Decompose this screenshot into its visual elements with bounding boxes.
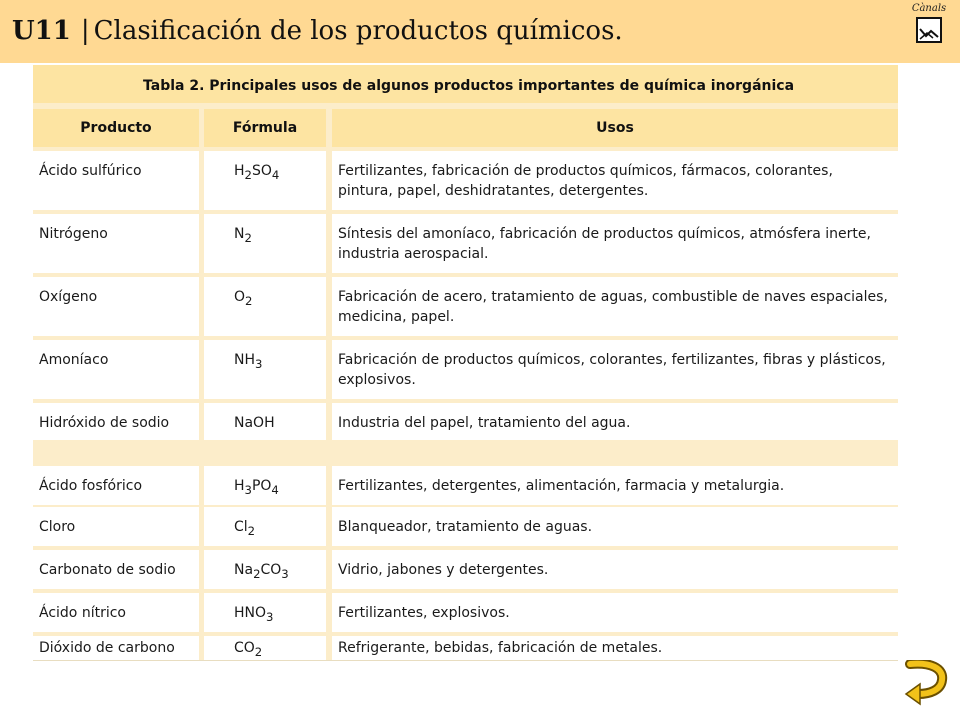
table-cell-uses: Refrigerante, bebidas, fabricación de metales. [332, 636, 898, 660]
title-separator: | [80, 16, 90, 46]
table-bottom-divider [33, 660, 898, 661]
table-cell-formula: $NH_3$ [204, 340, 326, 399]
table-cell-formula: $H_3PO_4$ [204, 466, 326, 505]
table-cell-uses: Vidrio, jabones y detergentes. [332, 550, 898, 589]
table-cell-formula: $Na_2CO_3$ [204, 550, 326, 589]
table-cell-product: Oxígeno [33, 277, 199, 336]
table-cell-product: Hidróxido de sodio [33, 403, 199, 440]
table-cell-formula: $CO_2$ [204, 636, 326, 660]
table-cell-product: Nitrógeno [33, 214, 199, 273]
table-cell-product: Amoníaco [33, 340, 199, 399]
column-header-formula: Fórmula [204, 109, 326, 147]
table-cell-product: Carbonato de sodio [33, 550, 199, 589]
unit-number: U11 [12, 16, 71, 46]
logo-text: Cànals [911, 3, 947, 14]
table-cell-formula: $HNO_3$ [204, 593, 326, 632]
table-cell-formula: NaOH [204, 403, 326, 440]
table-cell-uses: Blanqueador, tratamiento de aguas. [332, 507, 898, 546]
table-caption: Tabla 2. Principales usos de algunos productos importantes de química inorgánica [33, 65, 898, 103]
table-cell-formula: $N_2$ [204, 214, 326, 273]
canals-logo-icon [911, 3, 947, 49]
table-cell-uses: Fabricación de acero, tratamiento de aguas, combustible de naves espaciales, medicina, papel. [332, 277, 898, 336]
table-cell-formula: $O_2$ [204, 277, 326, 336]
table-cell-product: Dióxido de carbono [33, 636, 199, 660]
table-cell-formula: $H_2SO_4$ [204, 151, 326, 210]
table-cell-uses: Fabricación de productos químicos, colorantes, fertilizantes, fibras y plásticos, explosivos. [332, 340, 898, 399]
table-cell-product: Ácido fosfórico [33, 466, 199, 505]
column-header-uses: Usos [332, 109, 898, 147]
page-title [12, 16, 623, 46]
table-cell-product: Cloro [33, 507, 199, 546]
table-cell-product: Ácido nítrico [33, 593, 199, 632]
table-cell-product: Ácido sulfúrico [33, 151, 199, 210]
table-cell-uses: Industria del papel, tratamiento del agua. [332, 403, 898, 440]
table-cell-uses: Fertilizantes, detergentes, alimentación, farmacia y metalurgia. [332, 466, 898, 505]
table-cell-uses: Fertilizantes, fabricación de productos químicos, fármacos, colorantes, pintura, papel, deshidratantes, detergentes. [332, 151, 898, 210]
table-cell-uses: Síntesis del amoníaco, fabricación de productos químicos, atmósfera inerte, industria aerospacial. [332, 214, 898, 273]
table-cell-uses: Fertilizantes, explosivos. [332, 593, 898, 632]
products-table [33, 65, 898, 660]
table-cell-formula: $Cl_2$ [204, 507, 326, 546]
return-arrow-icon[interactable] [904, 660, 948, 706]
column-header-product: Producto [33, 109, 199, 147]
page-header [0, 0, 960, 63]
title-text: Clasificación de los productos químicos. [93, 16, 623, 46]
